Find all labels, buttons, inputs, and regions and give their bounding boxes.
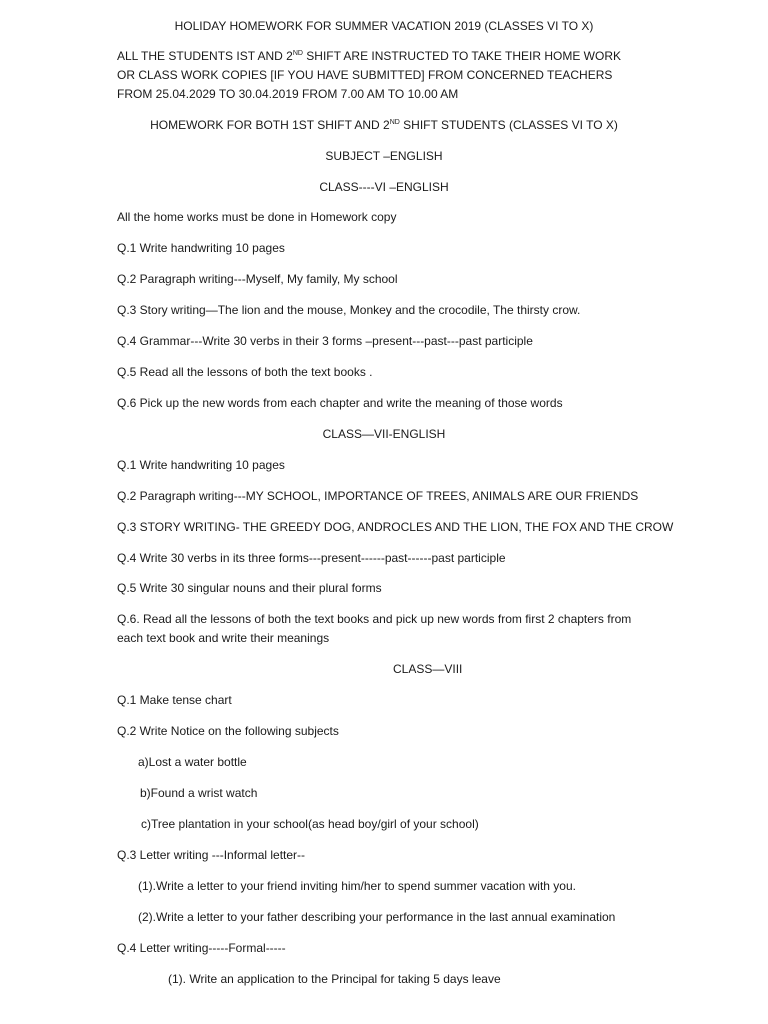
- intro-text-part1: ALL THE STUDENTS IST AND 2: [117, 49, 293, 63]
- intro-text-part2: SHIFT ARE INSTRUCTED TO TAKE THEIR HOME WORK OR CLASS WORK COPIES [IF YOU HAVE SUBMITTED] FROM CONCERNED TEACHERS FROM 25.04.2029 TO 30.04.2019 FROM 7.00 AM TO 10.00 AM: [117, 49, 621, 101]
- document-title: HOLIDAY HOMEWORK FOR SUMMER VACATION 2019 (CLASSES VI TO X): [174, 19, 594, 33]
- class-viii-question: Q.1 Make tense chart: [117, 693, 232, 707]
- subheading: [0, 118, 768, 133]
- class-vi-question: Q.6 Pick up the new words from each chapter and write the meaning of those words: [117, 396, 563, 410]
- class-vii-question: Q.6. Read all the lessons of both the text books and pick up new words from first 2 chapters from each text book and write their meanings: [117, 612, 632, 645]
- class-vii-question: Q.2 Paragraph writing---MY SCHOOL, IMPORTANCE OF TREES, ANIMALS ARE OUR FRIENDS: [117, 489, 639, 503]
- class-viii-question: Q.4 Letter writing-----Formal-----: [117, 941, 286, 955]
- class-vi-question: Q.2 Paragraph writing---Myself, My family, My school: [117, 272, 398, 286]
- subject-heading: SUBJECT –ENGLISH: [325, 149, 443, 163]
- letter-item: (1). Write an application to the Principal for taking 5 days leave: [168, 972, 501, 986]
- intro-paragraph: [117, 47, 637, 104]
- intro-superscript: ND: [292, 50, 303, 57]
- class-vi-heading: CLASS----VI –ENGLISH: [319, 180, 449, 194]
- subheading-part2: SHIFT STUDENTS (CLASSES VI TO X): [399, 118, 618, 132]
- class-viii-question: Q.3 Letter writing ---Informal letter--: [117, 848, 306, 862]
- class-viii-heading: CLASS—VIII: [393, 662, 463, 676]
- subheading-part1: HOMEWORK FOR BOTH 1ST SHIFT AND 2: [150, 118, 390, 132]
- notice-subject-item: b)Found a wrist watch: [140, 786, 258, 800]
- class-vi-question: Q.3 Story writing—The lion and the mouse, Monkey and the crocodile, The thirsty crow.: [117, 303, 581, 317]
- class-vii-question: Q.3 STORY WRITING- THE GREEDY DOG, ANDROCLES AND THE LION, THE FOX AND THE CROW: [117, 520, 674, 534]
- notice-subject-item: a)Lost a water bottle: [138, 755, 247, 769]
- subheading-superscript: ND: [389, 119, 400, 126]
- class-vii-heading: CLASS—VII-ENGLISH: [322, 427, 446, 441]
- class-vi-question: Q.5 Read all the lessons of both the text books .: [117, 365, 373, 379]
- class-vi-question: Q.1 Write handwriting 10 pages: [117, 241, 285, 255]
- class-viii-question: Q.2 Write Notice on the following subjects: [117, 724, 339, 738]
- class-vi-note: All the home works must be done in Homework copy: [117, 210, 397, 224]
- class-vii-question: Q.1 Write handwriting 10 pages: [117, 458, 285, 472]
- class-vi-question: Q.4 Grammar---Write 30 verbs in their 3 forms –present---past---past participle: [117, 334, 533, 348]
- notice-subject-item: c)Tree plantation in your school(as head boy/girl of your school): [141, 817, 479, 831]
- class-vii-question: Q.4 Write 30 verbs in its three forms---present------past------past participle: [117, 551, 506, 565]
- letter-item: (2).Write a letter to your father describing your performance in the last annual examination: [138, 910, 616, 924]
- letter-item: (1).Write a letter to your friend inviting him/her to spend summer vacation with you.: [138, 879, 576, 893]
- class-vii-question: Q.5 Write 30 singular nouns and their plural forms: [117, 581, 382, 595]
